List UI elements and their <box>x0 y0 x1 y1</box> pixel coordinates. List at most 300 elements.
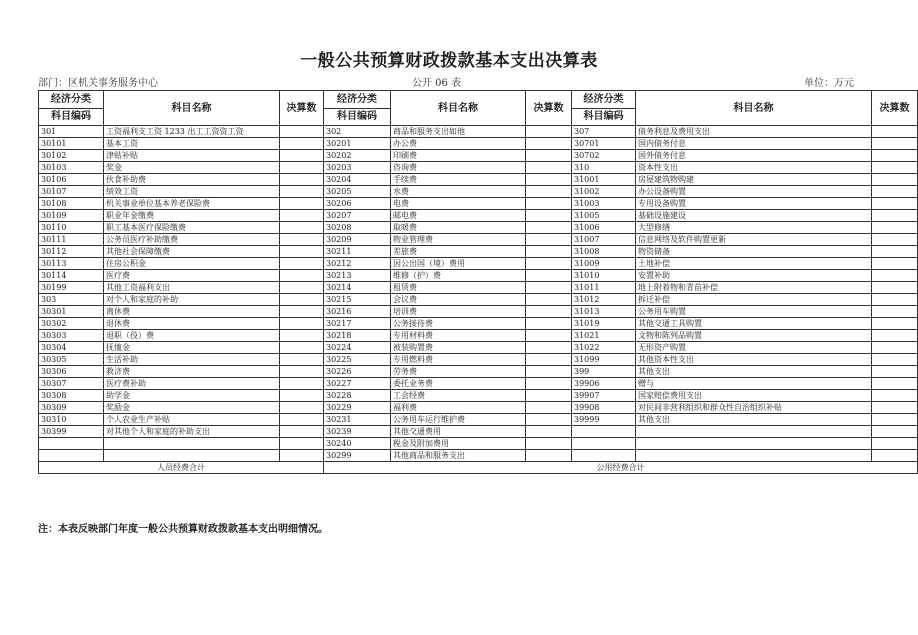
name-cell <box>636 426 872 438</box>
department-label: 部门：区机关事务服务中心 <box>38 78 158 89</box>
amount-cell <box>526 198 572 210</box>
table-row <box>39 390 918 402</box>
amount-cell <box>280 366 324 378</box>
amount-cell <box>280 294 324 306</box>
amount-cell <box>526 246 572 258</box>
code-cell: 31022 <box>572 342 636 354</box>
name-cell: 土地补偿 <box>636 258 872 270</box>
name-cell: 租赁费 <box>391 282 526 294</box>
amount-cell <box>872 390 918 402</box>
name-cell: 会议费 <box>391 294 526 306</box>
amount-cell <box>872 342 918 354</box>
amount-cell <box>526 390 572 402</box>
code-cell: 31010 <box>572 270 636 282</box>
amount-cell <box>280 306 324 318</box>
code-cell: 30201 <box>324 138 391 150</box>
name-cell: 税金及附加费用 <box>391 438 526 450</box>
name-cell: 资本性支出 <box>636 162 872 174</box>
unit-label: 单位：万元 <box>804 78 854 89</box>
amount-cell <box>872 270 918 282</box>
amount-cell <box>280 414 324 426</box>
name-cell: 取暖费 <box>391 222 526 234</box>
code-cell: 30226 <box>324 366 391 378</box>
col-name-2: 科目名称 <box>391 91 526 126</box>
name-cell: 赠与 <box>636 378 872 390</box>
name-cell: 培训费 <box>391 306 526 318</box>
code-cell: 30203 <box>324 162 391 174</box>
name-cell: 绩效工资 <box>104 186 280 198</box>
code-cell: 30701 <box>572 138 636 150</box>
code-cell: 31011 <box>572 282 636 294</box>
code-cell: 30113 <box>39 258 104 270</box>
col-amount-3: 决算数 <box>872 91 918 126</box>
code-cell: 30299 <box>324 450 391 462</box>
name-cell: 公务员医疗补助缴费 <box>104 234 280 246</box>
amount-cell <box>280 390 324 402</box>
col-code-1-sub: 科目编码 <box>39 109 104 126</box>
amount-cell <box>280 222 324 234</box>
name-cell: 商品和服务支出如他 <box>391 126 526 138</box>
col-name-3: 科目名称 <box>636 91 872 126</box>
name-cell: 职业年金缴费 <box>104 210 280 222</box>
public-total-label: 公用经费合计 <box>324 462 918 474</box>
name-cell: 电费 <box>391 198 526 210</box>
col-code-3-sub: 科目编码 <box>572 109 636 126</box>
footnote: 注：本表反映部门年度一般公共预算财政拨款基本支出明细情况。 <box>38 524 328 535</box>
code-cell: 30204 <box>324 174 391 186</box>
code-cell: 30106 <box>39 174 104 186</box>
amount-cell <box>872 306 918 318</box>
personnel-total-label: 人员经费合计 <box>39 462 324 474</box>
code-cell: 30212 <box>324 258 391 270</box>
name-cell: 其他资本性支出 <box>636 354 872 366</box>
code-cell: 30309 <box>39 402 104 414</box>
code-cell: 399 <box>572 366 636 378</box>
col-name-1: 科目名称 <box>104 91 280 126</box>
code-cell <box>572 438 636 450</box>
name-cell: 奖励金 <box>104 402 280 414</box>
amount-cell <box>526 366 572 378</box>
code-cell: 30399 <box>39 426 104 438</box>
table-row <box>39 258 918 270</box>
name-cell: 差旅费 <box>391 246 526 258</box>
amount-cell <box>526 330 572 342</box>
amount-cell <box>872 198 918 210</box>
amount-cell <box>280 342 324 354</box>
amount-cell <box>526 150 572 162</box>
name-cell: 津贴补贴 <box>104 150 280 162</box>
amount-cell <box>280 258 324 270</box>
amount-cell <box>280 150 324 162</box>
name-cell: 劳务费 <box>391 366 526 378</box>
code-cell: 30215 <box>324 294 391 306</box>
amount-cell <box>280 186 324 198</box>
name-cell: 因公出国（境）费用 <box>391 258 526 270</box>
header-row-top <box>39 91 918 109</box>
name-cell: 救济费 <box>104 366 280 378</box>
table-row <box>39 234 918 246</box>
amount-cell <box>280 282 324 294</box>
code-cell: 31006 <box>572 222 636 234</box>
code-cell: 30199 <box>39 282 104 294</box>
amount-cell <box>872 162 918 174</box>
amount-cell <box>526 162 572 174</box>
amount-cell <box>872 126 918 138</box>
amount-cell <box>280 246 324 258</box>
code-cell: 31009 <box>572 258 636 270</box>
code-cell: 30702 <box>572 150 636 162</box>
name-cell: 退职（役）费 <box>104 330 280 342</box>
table-row <box>39 270 918 282</box>
code-cell: 30206 <box>324 198 391 210</box>
code-cell: 30111 <box>39 234 104 246</box>
name-cell: 离休费 <box>104 306 280 318</box>
name-cell: 印刷费 <box>391 150 526 162</box>
amount-cell <box>526 294 572 306</box>
amount-cell <box>872 246 918 258</box>
table-row <box>39 138 918 150</box>
amount-cell <box>872 138 918 150</box>
name-cell: 国内债务付息 <box>636 138 872 150</box>
name-cell: 基本工资 <box>104 138 280 150</box>
code-cell: 31007 <box>572 234 636 246</box>
amount-cell <box>280 162 324 174</box>
code-cell: 31013 <box>572 306 636 318</box>
code-cell: 30310 <box>39 414 104 426</box>
name-cell: 医疗费 <box>104 270 280 282</box>
table-row <box>39 426 918 438</box>
code-cell: 307 <box>572 126 636 138</box>
name-cell: 其他交通费用 <box>391 426 526 438</box>
amount-cell <box>872 402 918 414</box>
name-cell: 债务利息及费用支出 <box>636 126 872 138</box>
name-cell: 工资福利支工资 1233 出工工资资工资 <box>104 126 280 138</box>
code-cell: 31002 <box>572 186 636 198</box>
table-row <box>39 222 918 234</box>
amount-cell <box>280 210 324 222</box>
code-cell: 30102 <box>39 150 104 162</box>
code-cell: 39906 <box>572 378 636 390</box>
name-cell: 维修（护）费 <box>391 270 526 282</box>
code-cell: 30214 <box>324 282 391 294</box>
name-cell: 办公设备购置 <box>636 186 872 198</box>
table-row <box>39 246 918 258</box>
name-cell: 生活补助 <box>104 354 280 366</box>
table-row <box>39 354 918 366</box>
code-cell: 30112 <box>39 246 104 258</box>
code-cell: 30108 <box>39 198 104 210</box>
code-cell: 31001 <box>572 174 636 186</box>
code-cell: 30218 <box>324 330 391 342</box>
amount-cell <box>872 282 918 294</box>
amount-cell <box>526 450 572 462</box>
code-cell: 30217 <box>324 318 391 330</box>
code-cell: 30211 <box>324 246 391 258</box>
amount-cell <box>872 438 918 450</box>
code-cell: 31021 <box>572 330 636 342</box>
table-row <box>39 378 918 390</box>
name-cell: 信息网络及软件购置更新 <box>636 234 872 246</box>
name-cell: 房屋建筑物购建 <box>636 174 872 186</box>
name-cell: 安置补助 <box>636 270 872 282</box>
code-cell: 30114 <box>39 270 104 282</box>
table-row <box>39 210 918 222</box>
table-row <box>39 450 918 462</box>
code-cell: 31008 <box>572 246 636 258</box>
name-cell: 奖金 <box>104 162 280 174</box>
name-cell: 手续费 <box>391 174 526 186</box>
amount-cell <box>280 174 324 186</box>
amount-cell <box>526 186 572 198</box>
name-cell: 国家赔偿费用支出 <box>636 390 872 402</box>
amount-cell <box>280 438 324 450</box>
code-cell: 30304 <box>39 342 104 354</box>
name-cell: 其他支出 <box>636 366 872 378</box>
name-cell <box>636 450 872 462</box>
code-cell: 30228 <box>324 390 391 402</box>
amount-cell <box>526 234 572 246</box>
code-cell: 30107 <box>39 186 104 198</box>
amount-cell <box>872 354 918 366</box>
amount-cell <box>526 402 572 414</box>
name-cell: 公务用车运行维护费 <box>391 414 526 426</box>
amount-cell <box>526 354 572 366</box>
code-cell: 30229 <box>324 402 391 414</box>
name-cell: 其他支出 <box>636 414 872 426</box>
name-cell: 医疗费补助 <box>104 378 280 390</box>
amount-cell <box>526 378 572 390</box>
amount-cell <box>526 306 572 318</box>
amount-cell <box>280 198 324 210</box>
code-cell: 30307 <box>39 378 104 390</box>
name-cell: 基础设施建设 <box>636 210 872 222</box>
code-cell <box>572 426 636 438</box>
code-cell: 30109 <box>39 210 104 222</box>
code-cell: 30202 <box>324 150 391 162</box>
name-cell: 专用材料费 <box>391 330 526 342</box>
name-cell: 地上附着物和青苗补偿 <box>636 282 872 294</box>
amount-cell <box>280 402 324 414</box>
amount-cell <box>526 270 572 282</box>
code-cell: 30305 <box>39 354 104 366</box>
code-cell <box>572 450 636 462</box>
name-cell: 抚恤金 <box>104 342 280 354</box>
code-cell: 31005 <box>572 210 636 222</box>
name-cell: 邮电费 <box>391 210 526 222</box>
amount-cell <box>872 378 918 390</box>
name-cell: 无形资产购置 <box>636 342 872 354</box>
col-amount-2: 决算数 <box>526 91 572 126</box>
name-cell: 物资储备 <box>636 246 872 258</box>
name-cell: 其他社会保障缴费 <box>104 246 280 258</box>
amount-cell <box>280 330 324 342</box>
amount-cell <box>280 126 324 138</box>
amount-cell <box>526 282 572 294</box>
amount-cell <box>872 234 918 246</box>
col-code-3: 经济分类 <box>572 91 636 109</box>
table-row <box>39 402 918 414</box>
code-cell: 30240 <box>324 438 391 450</box>
code-cell: 31099 <box>572 354 636 366</box>
name-cell: 机关事业单位基本养老保险费 <box>104 198 280 210</box>
name-cell: 拆迁补偿 <box>636 294 872 306</box>
name-cell: 对其他个人和家庭的补助支出 <box>104 426 280 438</box>
code-cell: 30224 <box>324 342 391 354</box>
code-cell: 31003 <box>572 198 636 210</box>
name-cell: 委托业务费 <box>391 378 526 390</box>
col-code-2-sub: 科目编码 <box>324 109 391 126</box>
code-cell: 30101 <box>39 138 104 150</box>
name-cell: 伙食补助费 <box>104 174 280 186</box>
table-row <box>39 126 918 138</box>
name-cell: 专用设备购置 <box>636 198 872 210</box>
name-cell: 其他交通工具购置 <box>636 318 872 330</box>
col-code-1: 经济分类 <box>39 91 104 109</box>
code-cell: 30225 <box>324 354 391 366</box>
table-row <box>39 162 918 174</box>
name-cell: 其他商品和服务支出 <box>391 450 526 462</box>
amount-cell <box>280 138 324 150</box>
amount-cell <box>280 318 324 330</box>
amount-cell <box>280 450 324 462</box>
code-cell: 30110 <box>39 222 104 234</box>
table-row <box>39 186 918 198</box>
amount-cell <box>872 186 918 198</box>
amount-cell <box>872 210 918 222</box>
code-cell: 30231 <box>324 414 391 426</box>
amount-cell <box>526 258 572 270</box>
amount-cell <box>280 378 324 390</box>
code-cell: 30216 <box>324 306 391 318</box>
name-cell: 国外债务付息 <box>636 150 872 162</box>
table-row <box>39 150 918 162</box>
amount-cell <box>526 210 572 222</box>
name-cell <box>104 450 280 462</box>
code-cell: 31019 <box>572 318 636 330</box>
amount-cell <box>872 366 918 378</box>
amount-cell <box>526 426 572 438</box>
name-cell: 对民间非营利组织和群众性自治组织补贴 <box>636 402 872 414</box>
code-cell: 30302 <box>39 318 104 330</box>
amount-cell <box>872 174 918 186</box>
name-cell: 文物和陈列品购置 <box>636 330 872 342</box>
table-row <box>39 174 918 186</box>
amount-cell <box>280 426 324 438</box>
code-cell <box>39 450 104 462</box>
amount-cell <box>526 138 572 150</box>
name-cell: 助学金 <box>104 390 280 402</box>
code-cell: 301 <box>39 126 104 138</box>
amount-cell <box>526 174 572 186</box>
code-cell: 39999 <box>572 414 636 426</box>
name-cell: 个人农业生产补贴 <box>104 414 280 426</box>
amount-cell <box>872 294 918 306</box>
code-cell: 30239 <box>324 426 391 438</box>
code-cell: 30301 <box>39 306 104 318</box>
code-cell: 30308 <box>39 390 104 402</box>
code-cell: 30205 <box>324 186 391 198</box>
code-cell: 30207 <box>324 210 391 222</box>
expenditure-table <box>38 90 918 474</box>
amount-cell <box>526 318 572 330</box>
table-row <box>39 198 918 210</box>
amount-cell <box>872 450 918 462</box>
name-cell: 专用燃料费 <box>391 354 526 366</box>
amount-cell <box>872 426 918 438</box>
name-cell: 水费 <box>391 186 526 198</box>
amount-cell <box>872 330 918 342</box>
name-cell: 被装购置费 <box>391 342 526 354</box>
name-cell: 住房公积金 <box>104 258 280 270</box>
code-cell: 30306 <box>39 366 104 378</box>
table-number: 公开 06 表 <box>412 78 462 89</box>
amount-cell <box>280 270 324 282</box>
table-row <box>39 366 918 378</box>
code-cell: 303 <box>39 294 104 306</box>
col-amount-1: 决算数 <box>280 91 324 126</box>
table-row <box>39 330 918 342</box>
amount-cell <box>526 342 572 354</box>
amount-cell <box>526 414 572 426</box>
amount-cell <box>872 318 918 330</box>
table-row <box>39 282 918 294</box>
name-cell: 福利费 <box>391 402 526 414</box>
name-cell: 公务用车购置 <box>636 306 872 318</box>
name-cell: 公务接待费 <box>391 318 526 330</box>
code-cell: 30227 <box>324 378 391 390</box>
code-cell: 310 <box>572 162 636 174</box>
code-cell: 302 <box>324 126 391 138</box>
col-code-2: 经济分类 <box>324 91 391 109</box>
amount-cell <box>872 150 918 162</box>
code-cell: 39907 <box>572 390 636 402</box>
code-cell: 30213 <box>324 270 391 282</box>
table-body <box>39 126 918 474</box>
name-cell: 办公费 <box>391 138 526 150</box>
page-title: 一般公共预算财政拨款基本支出决算表 <box>300 51 598 71</box>
name-cell: 职工基本医疗保险缴费 <box>104 222 280 234</box>
code-cell <box>39 438 104 450</box>
name-cell: 大型修缮 <box>636 222 872 234</box>
code-cell: 31012 <box>572 294 636 306</box>
name-cell: 物业管理费 <box>391 234 526 246</box>
code-cell: 30103 <box>39 162 104 174</box>
name-cell: 咨询费 <box>391 162 526 174</box>
code-cell: 30209 <box>324 234 391 246</box>
amount-cell <box>526 438 572 450</box>
code-cell: 39908 <box>572 402 636 414</box>
name-cell <box>104 438 280 450</box>
name-cell: 其他工资福利支出 <box>104 282 280 294</box>
name-cell <box>636 438 872 450</box>
name-cell: 工会经费 <box>391 390 526 402</box>
table-row <box>39 294 918 306</box>
table-row <box>39 306 918 318</box>
amount-cell <box>872 222 918 234</box>
name-cell: 退休费 <box>104 318 280 330</box>
table-row <box>39 342 918 354</box>
amount-cell <box>872 258 918 270</box>
amount-cell <box>280 234 324 246</box>
amount-cell <box>526 126 572 138</box>
table-row <box>39 414 918 426</box>
name-cell: 对个人和家庭的补助 <box>104 294 280 306</box>
code-cell: 30303 <box>39 330 104 342</box>
amount-cell <box>872 414 918 426</box>
totals-row <box>39 462 918 474</box>
table-row <box>39 318 918 330</box>
code-cell: 30208 <box>324 222 391 234</box>
